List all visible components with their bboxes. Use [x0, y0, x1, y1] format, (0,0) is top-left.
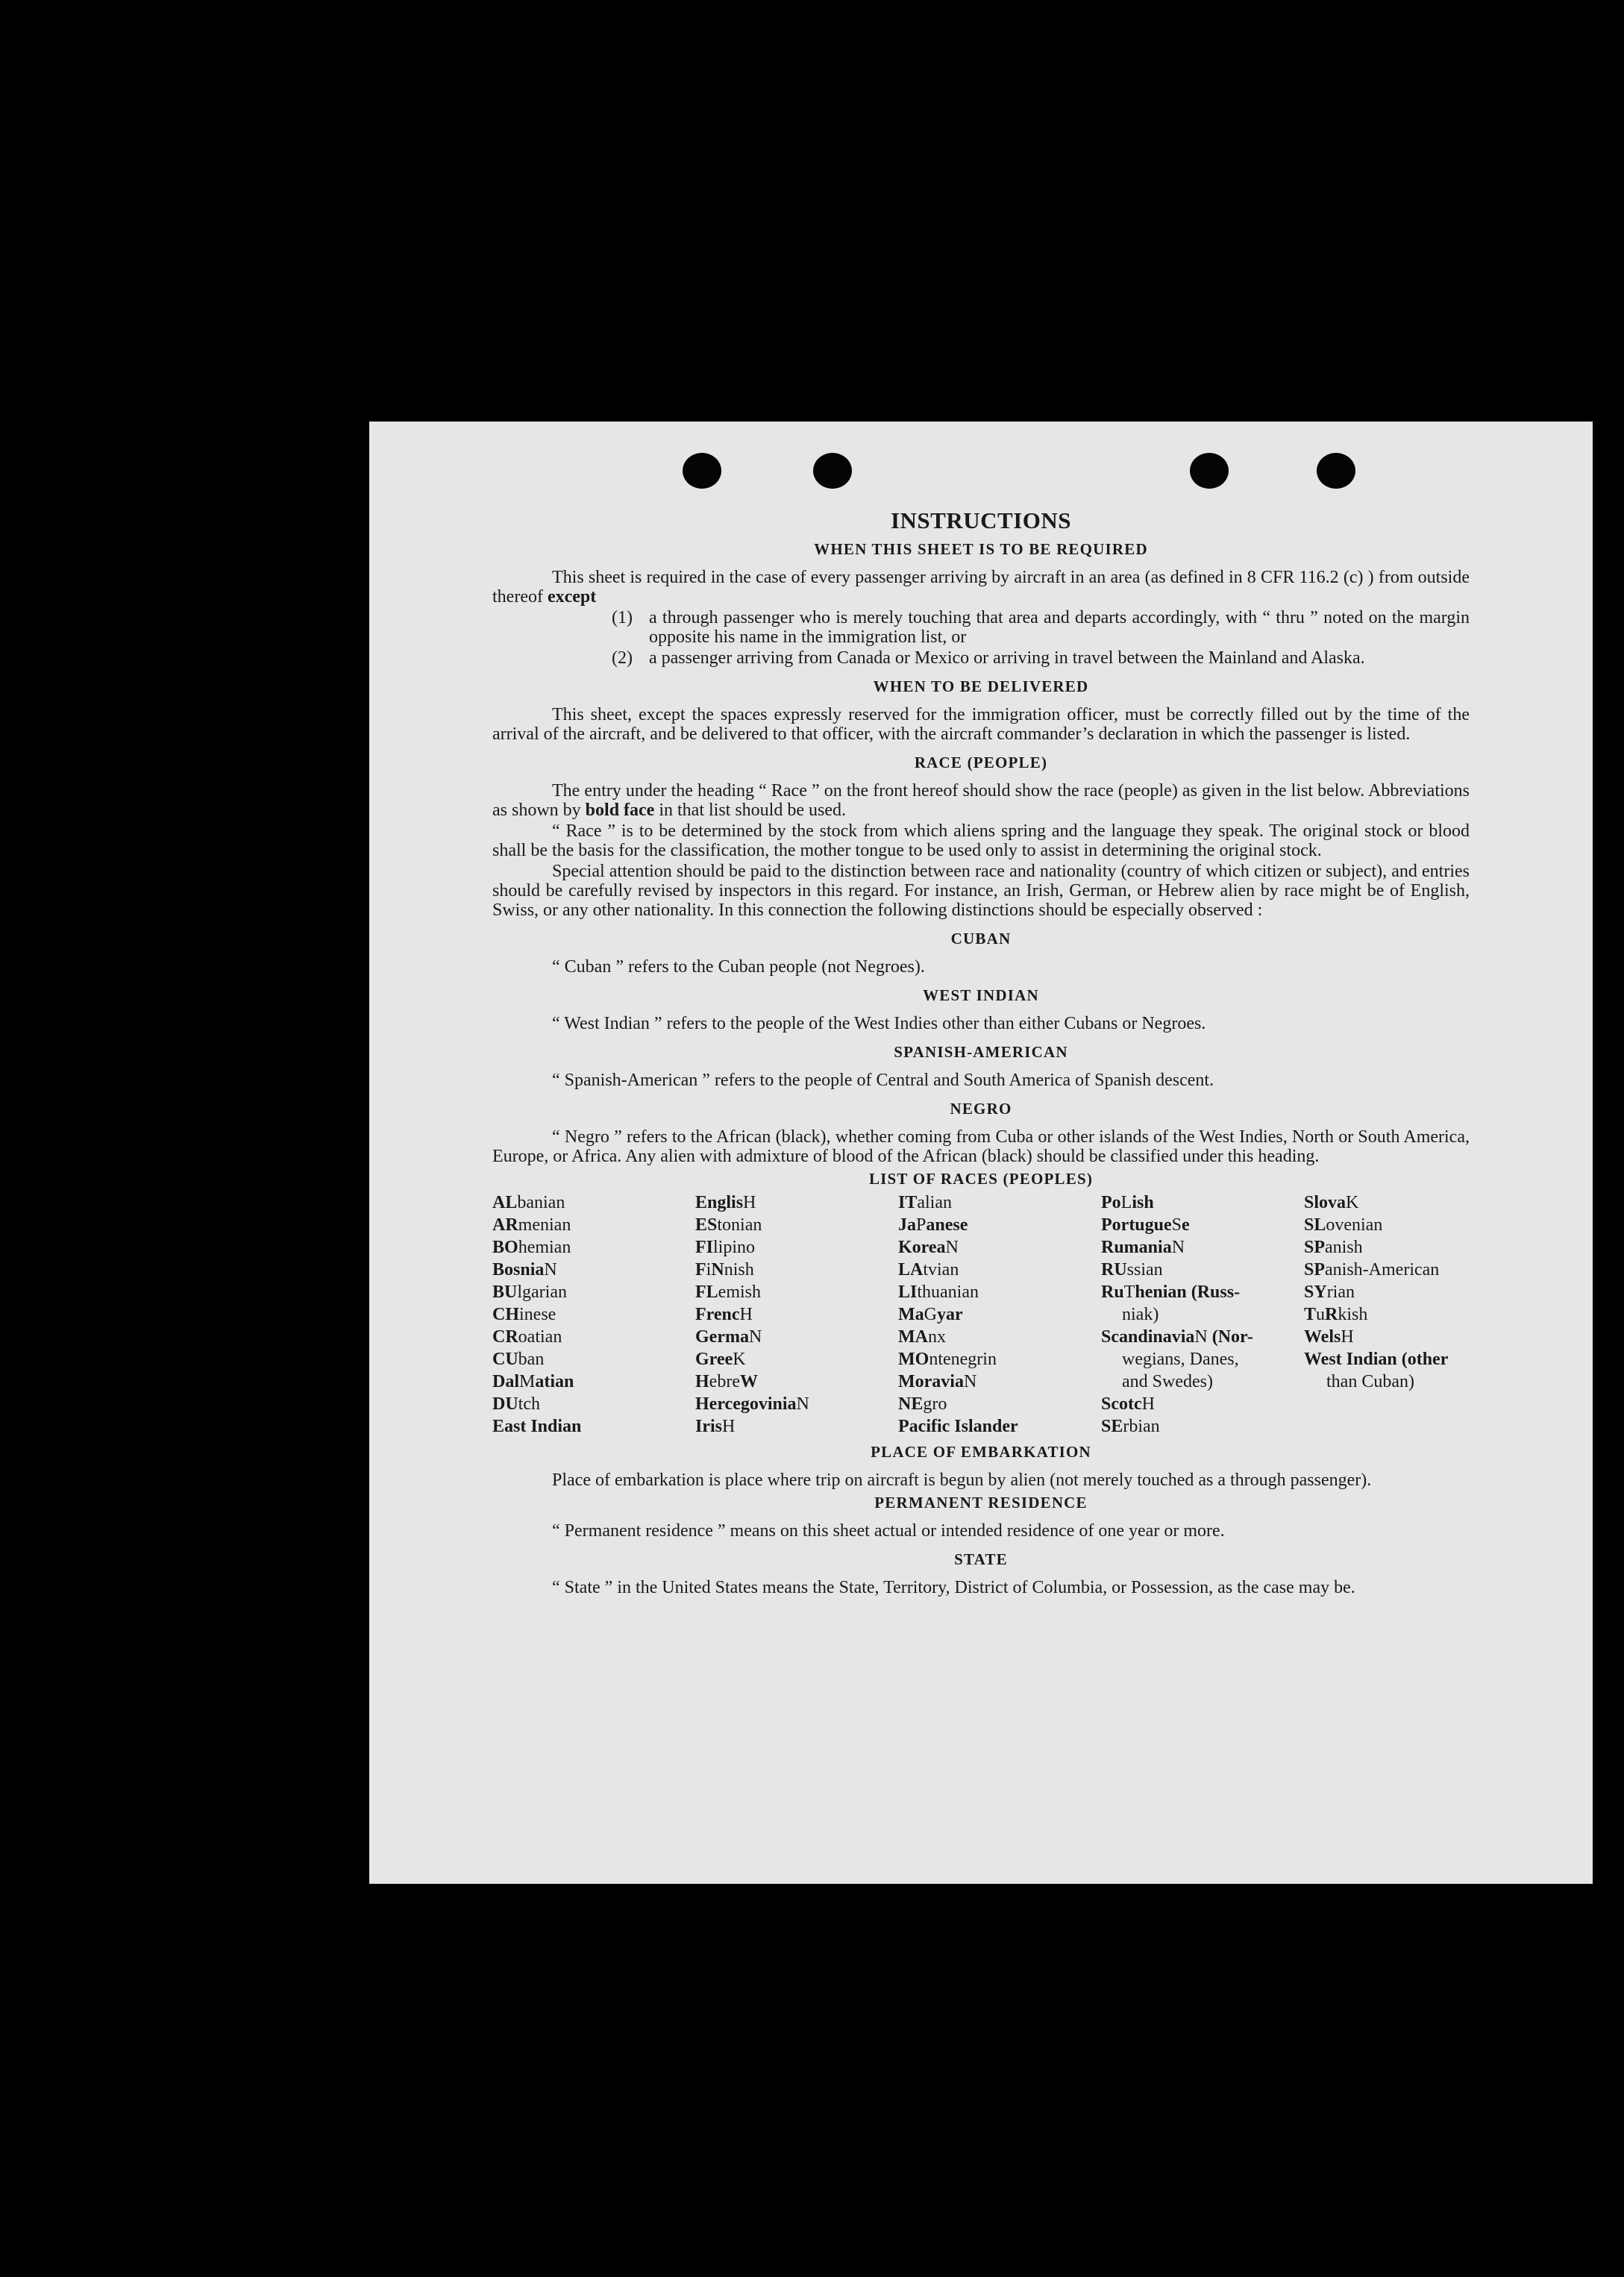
section-heading: CUBAN [950, 930, 1012, 948]
punch-hole [1317, 453, 1355, 489]
race-entry: LAtvian [898, 1260, 959, 1280]
race-entry: MoraviaN [898, 1372, 977, 1391]
paragraph: “ Negro ” refers to the African (black), whether coming from Cuba or other islands of the West Indies, North or South America, Europe, or Africa. Any alien with admixture of blood of the African (black) should be classified under this heading. [492, 1127, 1470, 1166]
race-entry: GreeK [695, 1350, 746, 1369]
page-title: INSTRUCTIONS [890, 507, 1071, 533]
section-heading: NEGRO [950, 1100, 1012, 1118]
race-column [492, 1191, 695, 1438]
list-item: (1) a through passenger who is merely touching that area and departs accordingly, with “ thru ” noted on the margin opposite his name in the immigration list, or [612, 608, 1470, 647]
punch-hole [813, 453, 852, 489]
paragraph: “ Spanish-American ” refers to the people of Central and South America of Spanish descent. [552, 1071, 1214, 1090]
paragraph: “ West Indian ” refers to the people of the West Indies other than either Cubans or Negroes. [552, 1014, 1206, 1033]
race-entry: RuThenian (Russ- [1101, 1282, 1241, 1302]
race-entry: FiNnish [695, 1260, 754, 1280]
section-heading: LIST OF RACES (PEOPLES) [868, 1170, 1094, 1188]
race-entry: East Indian [492, 1417, 582, 1436]
race-entry: DalMatian [492, 1372, 574, 1391]
race-entry: ALbanian [492, 1193, 565, 1212]
race-entry: RumaniaN [1101, 1238, 1185, 1257]
section-heading: PLACE OF EMBARKATION [871, 1443, 1091, 1461]
race-entry: SErbian [1101, 1417, 1160, 1436]
race-entry: CRoatian [492, 1327, 562, 1347]
race-entry: SYrian [1304, 1282, 1355, 1302]
race-entry: TuRkish [1304, 1305, 1368, 1324]
race-entry: BUlgarian [492, 1282, 567, 1302]
race-entry: CHinese [492, 1305, 557, 1324]
race-entry: CUban [492, 1350, 545, 1369]
race-entry: BosniaN [492, 1260, 557, 1280]
race-entry: RUssian [1101, 1260, 1163, 1280]
paragraph: Place of embarkation is place where trip on aircraft is begun by alien (not merely touched as a through passenger). [552, 1471, 1372, 1490]
race-entry: EStonian [695, 1215, 762, 1235]
race-entry: West Indian (other [1304, 1350, 1449, 1369]
race-entry: SlovaK [1304, 1193, 1359, 1212]
paragraph: “ Race ” is to be determined by the stock from which aliens spring and the language they speak. The original stock or blood shall be the basis for the classification, the mother tongue to be used only to assist in determining the original stock. [492, 821, 1470, 860]
section-heading: STATE [954, 1550, 1008, 1568]
race-entry: ARmenian [492, 1215, 571, 1235]
race-entry: MAnx [898, 1327, 946, 1347]
race-entry: SPanish [1304, 1238, 1363, 1257]
paragraph: “ Cuban ” refers to the Cuban people (not Negroes). [552, 957, 925, 977]
race-entry: niak) [1122, 1305, 1159, 1324]
race-entry: than Cuban) [1326, 1372, 1414, 1391]
list-item: (2) a passenger arriving from Canada or Mexico or arriving in travel between the Mainland and Alaska. [612, 648, 1365, 668]
instructions-content [492, 507, 1470, 1599]
race-entry: Pacific Islander [898, 1417, 1018, 1436]
race-entry: LIthuanian [898, 1282, 979, 1302]
race-column [1101, 1191, 1304, 1438]
paragraph: “ State ” in the United States means the State, Territory, District of Columbia, or Possession, as the case may be. [552, 1578, 1355, 1597]
paragraph: This sheet is required in the case of every passenger arriving by aircraft in an area (as defined in 8 CFR 116.2 (c) ) from outside thereof except [492, 568, 1470, 607]
paragraph: Special attention should be paid to the distinction between race and nationality (country of which citizen or subject), and entries should be carefully revised by inspectors in this regard. For instance, an Irish, German, or Hebrew alien by race might be of English, Swiss, or any other nationality. In this connection the following distinctions should be especially observed : [492, 862, 1470, 920]
race-entry: BOhemian [492, 1238, 571, 1257]
race-entry: ScandinaviaN (Nor- [1101, 1327, 1253, 1347]
race-entry: FrencH [695, 1305, 753, 1324]
race-entry: ScotcH [1101, 1394, 1155, 1414]
paragraph: “ Permanent residence ” means on this sheet actual or intended residence of one year or more. [552, 1521, 1225, 1541]
race-entry: SLovenian [1304, 1215, 1383, 1235]
race-entry: PortugueSe [1101, 1215, 1190, 1235]
race-entry: DUtch [492, 1394, 540, 1414]
race-entry: EnglisH [695, 1193, 756, 1212]
race-entry: SPanish-American [1304, 1260, 1440, 1280]
section-heading: RACE (PEOPLE) [914, 754, 1048, 771]
race-entry: KoreaN [898, 1238, 959, 1257]
race-entry: FIlipino [695, 1238, 756, 1257]
race-column [898, 1191, 1101, 1438]
section-heading: WHEN TO BE DELIVERED [873, 677, 1089, 695]
race-entry: GermaN [695, 1327, 762, 1347]
race-entry: JaPanese [898, 1215, 968, 1235]
section-heading: SPANISH-AMERICAN [894, 1043, 1068, 1061]
paragraph: This sheet, except the spaces expressly reserved for the immigration officer, must be correctly filled out by the time of the arrival of the aircraft, and be delivered to that officer, with the aircraft commander’s declaration in which the passenger is listed. [492, 705, 1470, 744]
race-entry: MOntenegrin [898, 1350, 997, 1369]
race-entry: FLemish [695, 1282, 761, 1302]
race-entry: WelsH [1304, 1327, 1354, 1347]
race-entry: MaGyar [898, 1305, 963, 1324]
punch-hole [1190, 453, 1229, 489]
race-entry: PoLish [1101, 1193, 1154, 1212]
race-entry: NEgro [898, 1394, 947, 1414]
paragraph: The entry under the heading “ Race ” on the front hereof should show the race (people) as given in the list below. Abbreviations as shown by bold face in that list should be used. [492, 781, 1470, 820]
race-entry: HebreW [695, 1372, 758, 1391]
race-entry: HercegoviniaN [695, 1394, 809, 1414]
race-entry: ITalian [898, 1193, 952, 1212]
race-entry: and Swedes) [1122, 1372, 1213, 1391]
section-heading: WEST INDIAN [923, 986, 1039, 1004]
race-column [1304, 1191, 1470, 1438]
section-heading: PERMANENT RESIDENCE [874, 1494, 1088, 1512]
punch-hole [683, 453, 721, 489]
race-entry: wegians, Danes, [1122, 1350, 1239, 1369]
races-list [492, 1191, 1470, 1438]
section-heading: WHEN THIS SHEET IS TO BE REQUIRED [814, 540, 1148, 558]
race-column [695, 1191, 898, 1438]
race-entry: IrisH [695, 1417, 736, 1436]
document-page [369, 422, 1593, 1884]
